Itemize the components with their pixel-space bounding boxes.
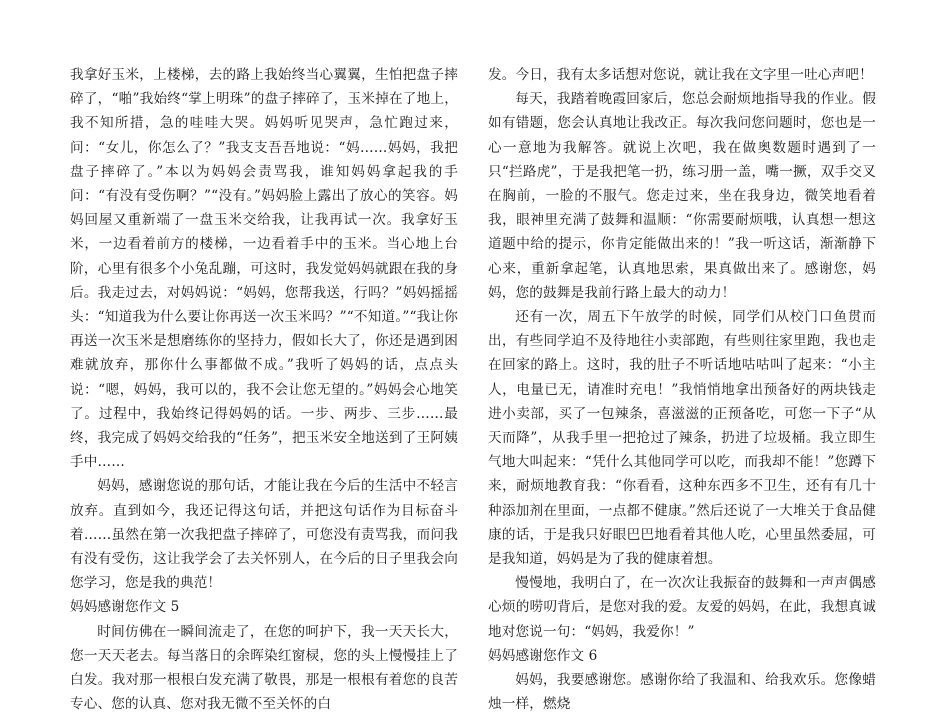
story-paragraph: 我拿好玉米，上楼梯，去的路上我始终当心翼翼，生怕把盘子摔碎了，“啪”我始终“掌上明珠”的盘子摔碎了，玉米掉在了地上，我不知所措，急的哇哇大哭。妈妈听见哭声，急忙跑过来，问：“女儿，你怎么了？”我支支吾吾地说：“妈……妈妈，我把盘子摔碎了。”本以为妈妈会责骂我，谁知妈妈拿起我的手问：“有没有受伤啊？”“没有。”妈妈脸上露出了放心的笑容。妈妈回屋又重新端了一盘玉米交给我，让我再试一次。我拿好玉米，一边看着前方的楼梯，一边看着手中的玉米。当心地上台阶，心里有很多个小兔乱蹦，可这时，我发觉妈妈就跟在我的身后。我走过去，对妈妈说：“妈妈，您帮我送，行吗？”妈妈摇摇头：“知道我为什么要让你再送一次玉米吗？”“不知道。”“我让你再送一次玉米是想磨练你的坚持力，假如长大了，你还是遇到困难就放弃，那你什么事都做不成。”我听了妈妈的话，点点头说：“嗯，妈妈，我可以的，我不会让您无望的。”妈妈会心地笑了。过程中，我始终记得妈妈的话。一步、两步、三步……最终，我完成了妈妈交给我的“任务”，把玉米安全地送到了王阿姨手中…… (70, 67, 458, 471)
essay-title-6: 妈妈感谢您作文 6 (488, 647, 598, 664)
thanks-paragraph: 妈妈，感谢您说的那句话，才能让我在今后的生活中不轻言放弃。直到如今，我还记得这句话，并把这句话作为目标奋斗着……虽然在第一次我把盘子摔碎了，可您没有责骂我，而问我有没有受伤，这让我学会了去关怀别人，在今后的日子里我会向您学习，您是我的典范！ (70, 478, 458, 592)
essay-5-intro-paragraph: 时间仿佛在一瞬间流走了，在您的呵护下，我一天天长大，您一天天老去。每当落日的余晖染红窗棂，您的头上慢慢挂上了白发。我对那一根根白发充满了敬畏，那是一根根有着您的良苦专心、您的认真、您对我无微不至关怀的白 (70, 623, 458, 713)
snack-story-paragraph: 还有一次，周五下午放学的时候，同学们从校门口鱼贯而出，有些同学迫不及待地往小卖部跑，有些则往家里跑，我也走在回家的路上。这时，我的肚子不听话地咕咕叫了起来：“小主人，电量已无，请准时充电！”我悄悄地拿出预备好的两块钱走进小卖部，买了一包辣条，喜滋滋的正预备吃，可您一下子“从天而降”，从我手里一把抢过了辣条，扔进了垃圾桶。我立即生气地大叫起来：“凭什么其他同学可以吃，而我却不能！”您蹲下来，耐烦地教育我：“你看看，这种东西多不卫生，还有有几十种添加剂在里面，一点都不健康。”然后还说了一大堆关于食品健康的话，于是我只好眼巴巴地看着其他人吃，心里虽然委屈，可是我知道，妈妈是为了我的健康着想。 (488, 309, 876, 568)
continued-paragraph: 发。今日，我有太多话想对您说，就让我在文字里一吐心声吧！ (488, 67, 873, 83)
essay-title-5: 妈妈感谢您作文 5 (70, 599, 180, 616)
conclusion-paragraph: 慢慢地，我明白了，在一次次让我振奋的鼓舞和一声声偶感心烦的唠叨背后，是您对我的爱。友爱的妈妈，在此，我想真诚地对您说一句：“妈妈，我爱你！” (488, 575, 876, 640)
right-column (488, 63, 876, 716)
left-column (70, 63, 458, 716)
essay-6-intro-paragraph: 妈妈，我要感谢您。感谢你给了我温和、给我欢乐。您像蜡烛一样，燃烧 (488, 672, 876, 713)
homework-paragraph: 每天，我踏着晚霞回家后，您总会耐烦地指导我的作业。假如有错题，您会认真地让我改正。每次我问您问题时，您也是一心一意地为我解答。就说上次吧，我在做奥数题时遇到了一只“拦路虎”，于是我把笔一扔，练习册一盖，嘴一撅，双手交叉在胸前，一脸的不服气。您走过来，坐在我身边，微笑地看着我，眼神里充满了鼓舞和温顺：“你需要耐烦哦，认真想一想这道题中给的提示，你肯定能做出来的！”我一听这话，渐渐静下心来，重新拿起笔，认真地思索，果真做出来了。感谢您，妈妈，您的鼓舞是我前行路上最大的动力！ (488, 91, 876, 301)
